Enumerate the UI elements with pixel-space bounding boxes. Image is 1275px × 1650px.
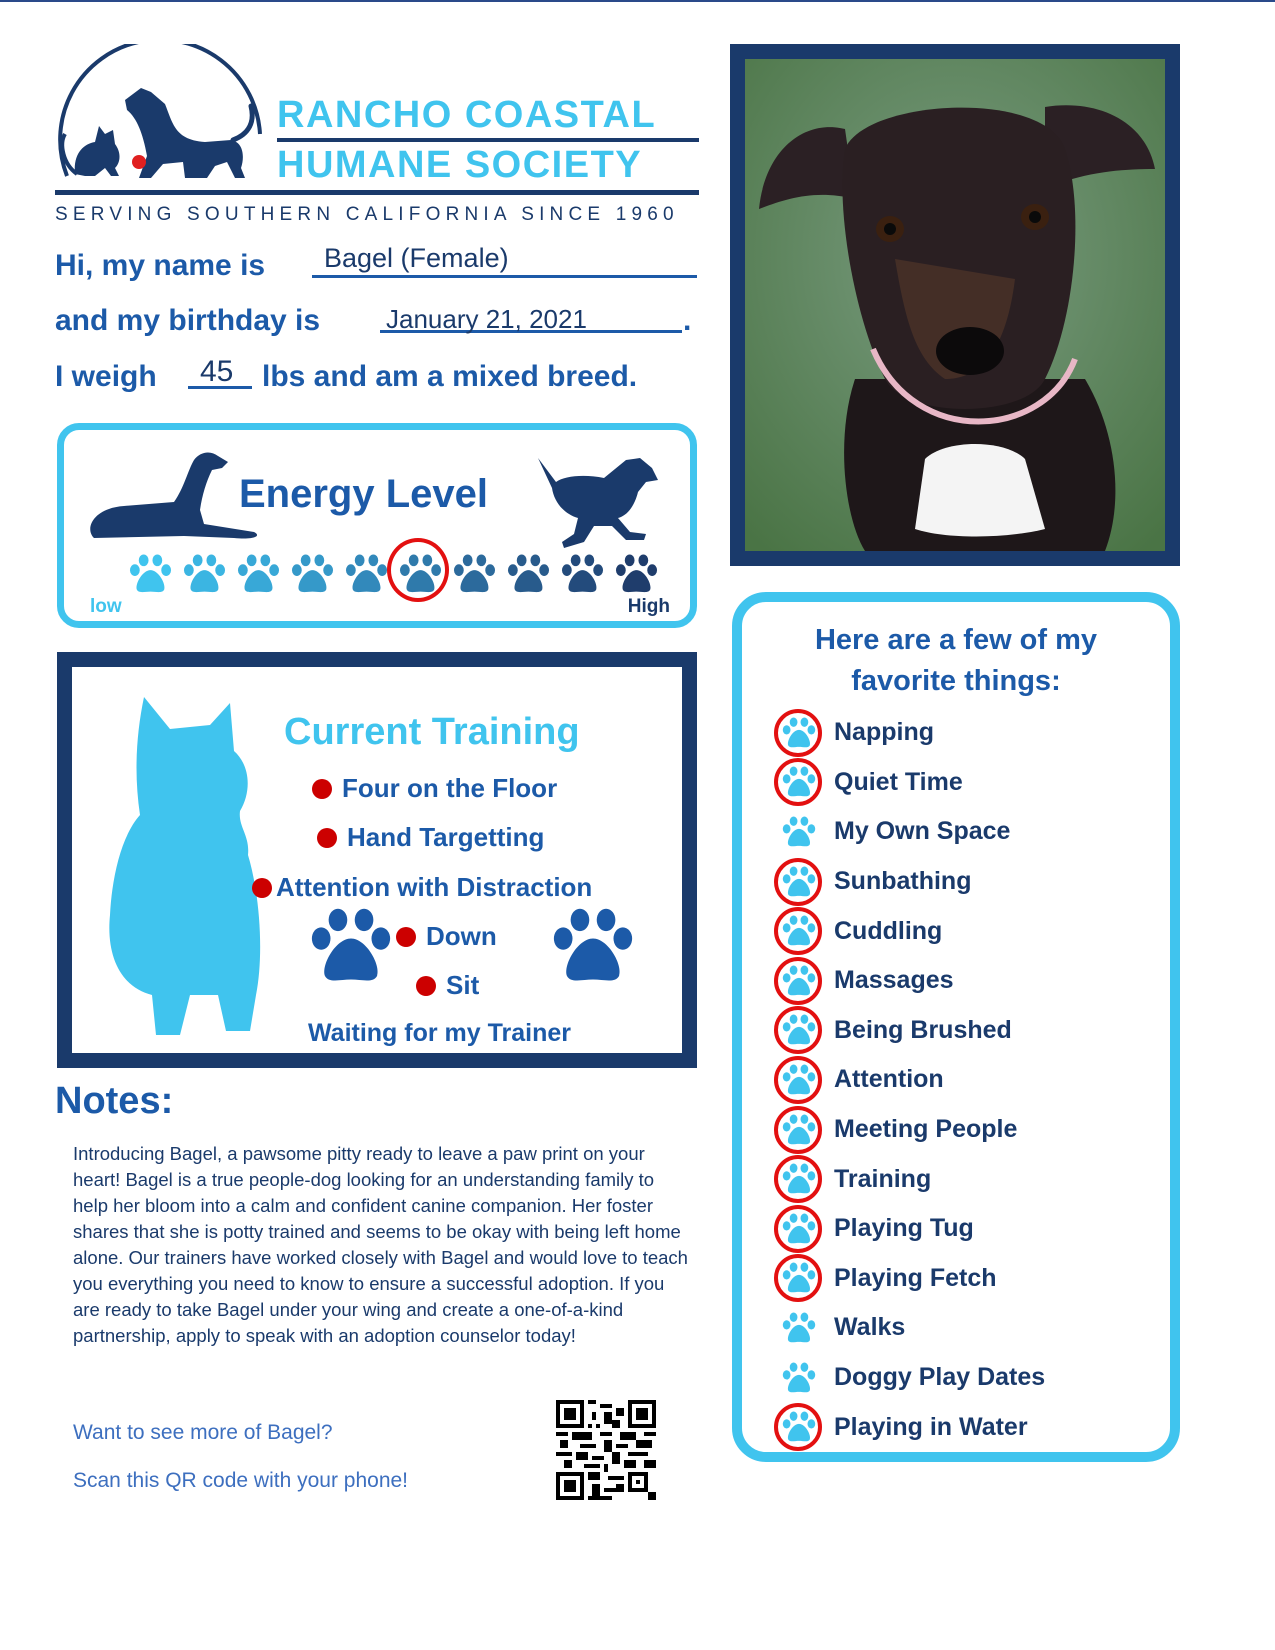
dog-photo-image — [745, 59, 1165, 551]
favorite-item — [782, 1105, 1045, 1155]
logo-divider — [277, 138, 699, 142]
favorite-item — [782, 807, 1045, 857]
favorite-item — [782, 1204, 1045, 1254]
favorite-item — [782, 906, 1045, 956]
favorite-item-label: Massages — [834, 966, 954, 995]
favorite-item-label: Training — [834, 1164, 932, 1193]
marked-dot-icon — [252, 878, 272, 898]
paw-icon[interactable] — [782, 866, 816, 898]
paw-icon — [615, 554, 658, 594]
marked-dot-icon — [396, 927, 416, 947]
energy-low-label: low — [90, 596, 122, 617]
favorite-item — [782, 1353, 1045, 1403]
energy-level-panel — [57, 423, 697, 628]
weight-value: 45 — [200, 355, 234, 388]
favorite-item — [782, 1303, 1045, 1353]
paw-icon[interactable] — [782, 1213, 816, 1245]
intro-birthday-line — [55, 304, 320, 338]
paw-print-right-icon — [552, 907, 634, 985]
favorites-title-line1: Here are a few of my — [814, 624, 1098, 656]
favorite-item — [782, 1402, 1045, 1452]
selected-ring-icon — [774, 1006, 822, 1054]
notes-heading: Notes: — [55, 1080, 174, 1122]
org-tagline: SERVING SOUTHERN CALIFORNIA SINCE 1960 — [55, 204, 679, 225]
paw-icon[interactable] — [782, 1362, 816, 1394]
marked-dot-icon — [312, 779, 332, 799]
energy-paw-10[interactable] — [615, 554, 658, 594]
selected-ring-icon — [774, 1056, 822, 1104]
paw-icon — [561, 554, 604, 594]
selected-ring-icon — [774, 1254, 822, 1302]
selected-ring-icon — [774, 957, 822, 1005]
selected-ring-icon — [774, 758, 822, 806]
training-item-label: Four on the Floor — [342, 773, 558, 803]
selected-ring-icon — [774, 858, 822, 906]
favorite-item-label: Sunbathing — [834, 867, 972, 896]
favorite-item-label: Napping — [834, 718, 934, 747]
paw-icon[interactable] — [782, 766, 816, 798]
energy-paw-5[interactable] — [345, 554, 388, 594]
marked-dot-icon — [416, 976, 436, 996]
qr-prompt-line2: Scan this QR code with your phone! — [73, 1469, 409, 1492]
favorites-title — [742, 620, 1170, 702]
favorites-list — [782, 708, 1045, 1452]
paw-icon — [507, 554, 550, 594]
selected-ring-icon — [774, 1403, 822, 1451]
energy-paw-2[interactable] — [183, 554, 226, 594]
favorite-item-label: Doggy Play Dates — [834, 1363, 1046, 1392]
name-prefix: Hi, my name is — [55, 249, 266, 282]
energy-paw-scale — [129, 554, 658, 594]
paw-icon — [345, 554, 388, 594]
favorite-item — [782, 956, 1045, 1006]
favorite-item-label: Playing in Water — [834, 1412, 1028, 1441]
lying-dog-icon — [84, 448, 264, 543]
page-top-rule — [0, 0, 1275, 2]
favorite-item — [782, 1154, 1045, 1204]
favorite-item — [782, 758, 1045, 808]
favorite-item-label: Playing Fetch — [834, 1263, 997, 1292]
paw-print-left-icon — [310, 907, 392, 985]
energy-paw-7[interactable] — [453, 554, 496, 594]
favorite-item-label: Walks — [834, 1313, 906, 1342]
birthday-prefix: and my birthday is — [55, 304, 321, 337]
org-name-line2: HUMANE SOCIETY — [277, 144, 643, 186]
intro-name-line — [55, 249, 265, 283]
french-bulldog-silhouette-icon — [100, 695, 270, 1035]
training-footer: Waiting for my Trainer — [308, 1019, 572, 1047]
training-item-label: Attention with Distraction — [276, 872, 593, 902]
paw-icon[interactable] — [782, 915, 816, 947]
training-item-label: Sit — [446, 970, 480, 1000]
qr-code-icon[interactable] — [556, 1400, 656, 1500]
paw-icon[interactable] — [782, 1014, 816, 1046]
paw-icon — [291, 554, 334, 594]
qr-prompt-line1: Want to see more of Bagel? — [73, 1421, 333, 1444]
favorite-item — [782, 1254, 1045, 1304]
paw-icon[interactable] — [782, 1163, 816, 1195]
training-item — [416, 970, 479, 1001]
favorite-item-label: My Own Space — [834, 817, 1011, 846]
paw-icon[interactable] — [782, 816, 816, 848]
selected-ring-icon — [774, 1106, 822, 1154]
paw-icon — [237, 554, 280, 594]
training-item — [396, 921, 497, 952]
selected-ring-icon — [774, 1155, 822, 1203]
training-item-label: Hand Targetting — [347, 822, 545, 852]
dog-cat-logo-icon — [55, 44, 275, 194]
selected-ring-icon — [774, 1205, 822, 1253]
favorite-item — [782, 708, 1045, 758]
selected-ring-icon — [387, 538, 449, 602]
favorite-item — [782, 1006, 1045, 1056]
org-name-line1: RANCHO COASTAL — [277, 94, 657, 136]
paw-icon[interactable] — [782, 1064, 816, 1096]
energy-paw-3[interactable] — [237, 554, 280, 594]
paw-icon[interactable] — [782, 1312, 816, 1344]
favorite-item-label: Cuddling — [834, 916, 943, 945]
energy-paw-1[interactable] — [129, 554, 172, 594]
weight-prefix: I weigh — [55, 360, 157, 393]
favorites-title-line2: favorite things: — [851, 665, 1061, 697]
paw-icon — [453, 554, 496, 594]
selected-ring-icon — [774, 907, 822, 955]
energy-paw-9[interactable] — [561, 554, 604, 594]
energy-high-label: High — [627, 596, 670, 617]
paw-icon[interactable] — [782, 965, 816, 997]
favorite-item — [782, 857, 1045, 907]
current-training-panel — [57, 652, 697, 1068]
logo-base-rule — [55, 190, 699, 195]
marked-dot-icon — [317, 828, 337, 848]
training-title: Current Training — [284, 711, 580, 753]
favorite-item-label: Quiet Time — [834, 767, 963, 796]
training-item — [312, 773, 557, 804]
birthday-suffix: . — [683, 304, 692, 337]
pet-photo — [730, 44, 1180, 566]
weight-suffix: lbs and am a mixed breed. — [262, 360, 638, 393]
energy-paw-6-selected[interactable] — [399, 554, 442, 594]
training-item — [252, 872, 592, 903]
paw-icon[interactable] — [782, 1411, 816, 1443]
paw-icon — [183, 554, 226, 594]
energy-paw-4[interactable] — [291, 554, 334, 594]
pet-name-value: Bagel (Female) — [324, 243, 509, 273]
paw-icon — [129, 554, 172, 594]
paw-icon[interactable] — [782, 1262, 816, 1294]
favorite-item-label: Meeting People — [834, 1115, 1018, 1144]
training-item-label: Down — [426, 921, 497, 951]
favorite-things-panel — [732, 592, 1180, 1462]
favorite-item — [782, 1055, 1045, 1105]
name-underline — [312, 275, 697, 278]
paw-icon[interactable] — [782, 717, 816, 749]
org-logo — [55, 44, 705, 224]
running-dog-icon — [534, 452, 664, 552]
energy-title: Energy Level — [239, 472, 489, 516]
training-item — [317, 822, 544, 853]
selected-ring-icon — [774, 709, 822, 757]
favorite-item-label: Playing Tug — [834, 1214, 974, 1243]
favorite-item-label: Attention — [834, 1065, 944, 1094]
paw-icon[interactable] — [782, 1114, 816, 1146]
energy-paw-8[interactable] — [507, 554, 550, 594]
notes-body: Introducing Bagel, a pawsome pitty ready to leave a paw print on your heart! Bagel is a true people-dog looking for an understanding family to help her bloom into a calm and confident canine companion. Her foster shares that she is potty trained and seems to be okay with being left home alone. Our trainers have worked closely with Bagel and would love to teach you everything you need to know to ensure a successful adoption. If you are ready to take Bagel under your wing and create a one-of-a-kind partnership, apply to speak with an adoption counselor today! — [73, 1143, 688, 1346]
favorite-item-label: Being Brushed — [834, 1015, 1012, 1044]
birthday-value: January 21, 2021 — [386, 304, 587, 334]
